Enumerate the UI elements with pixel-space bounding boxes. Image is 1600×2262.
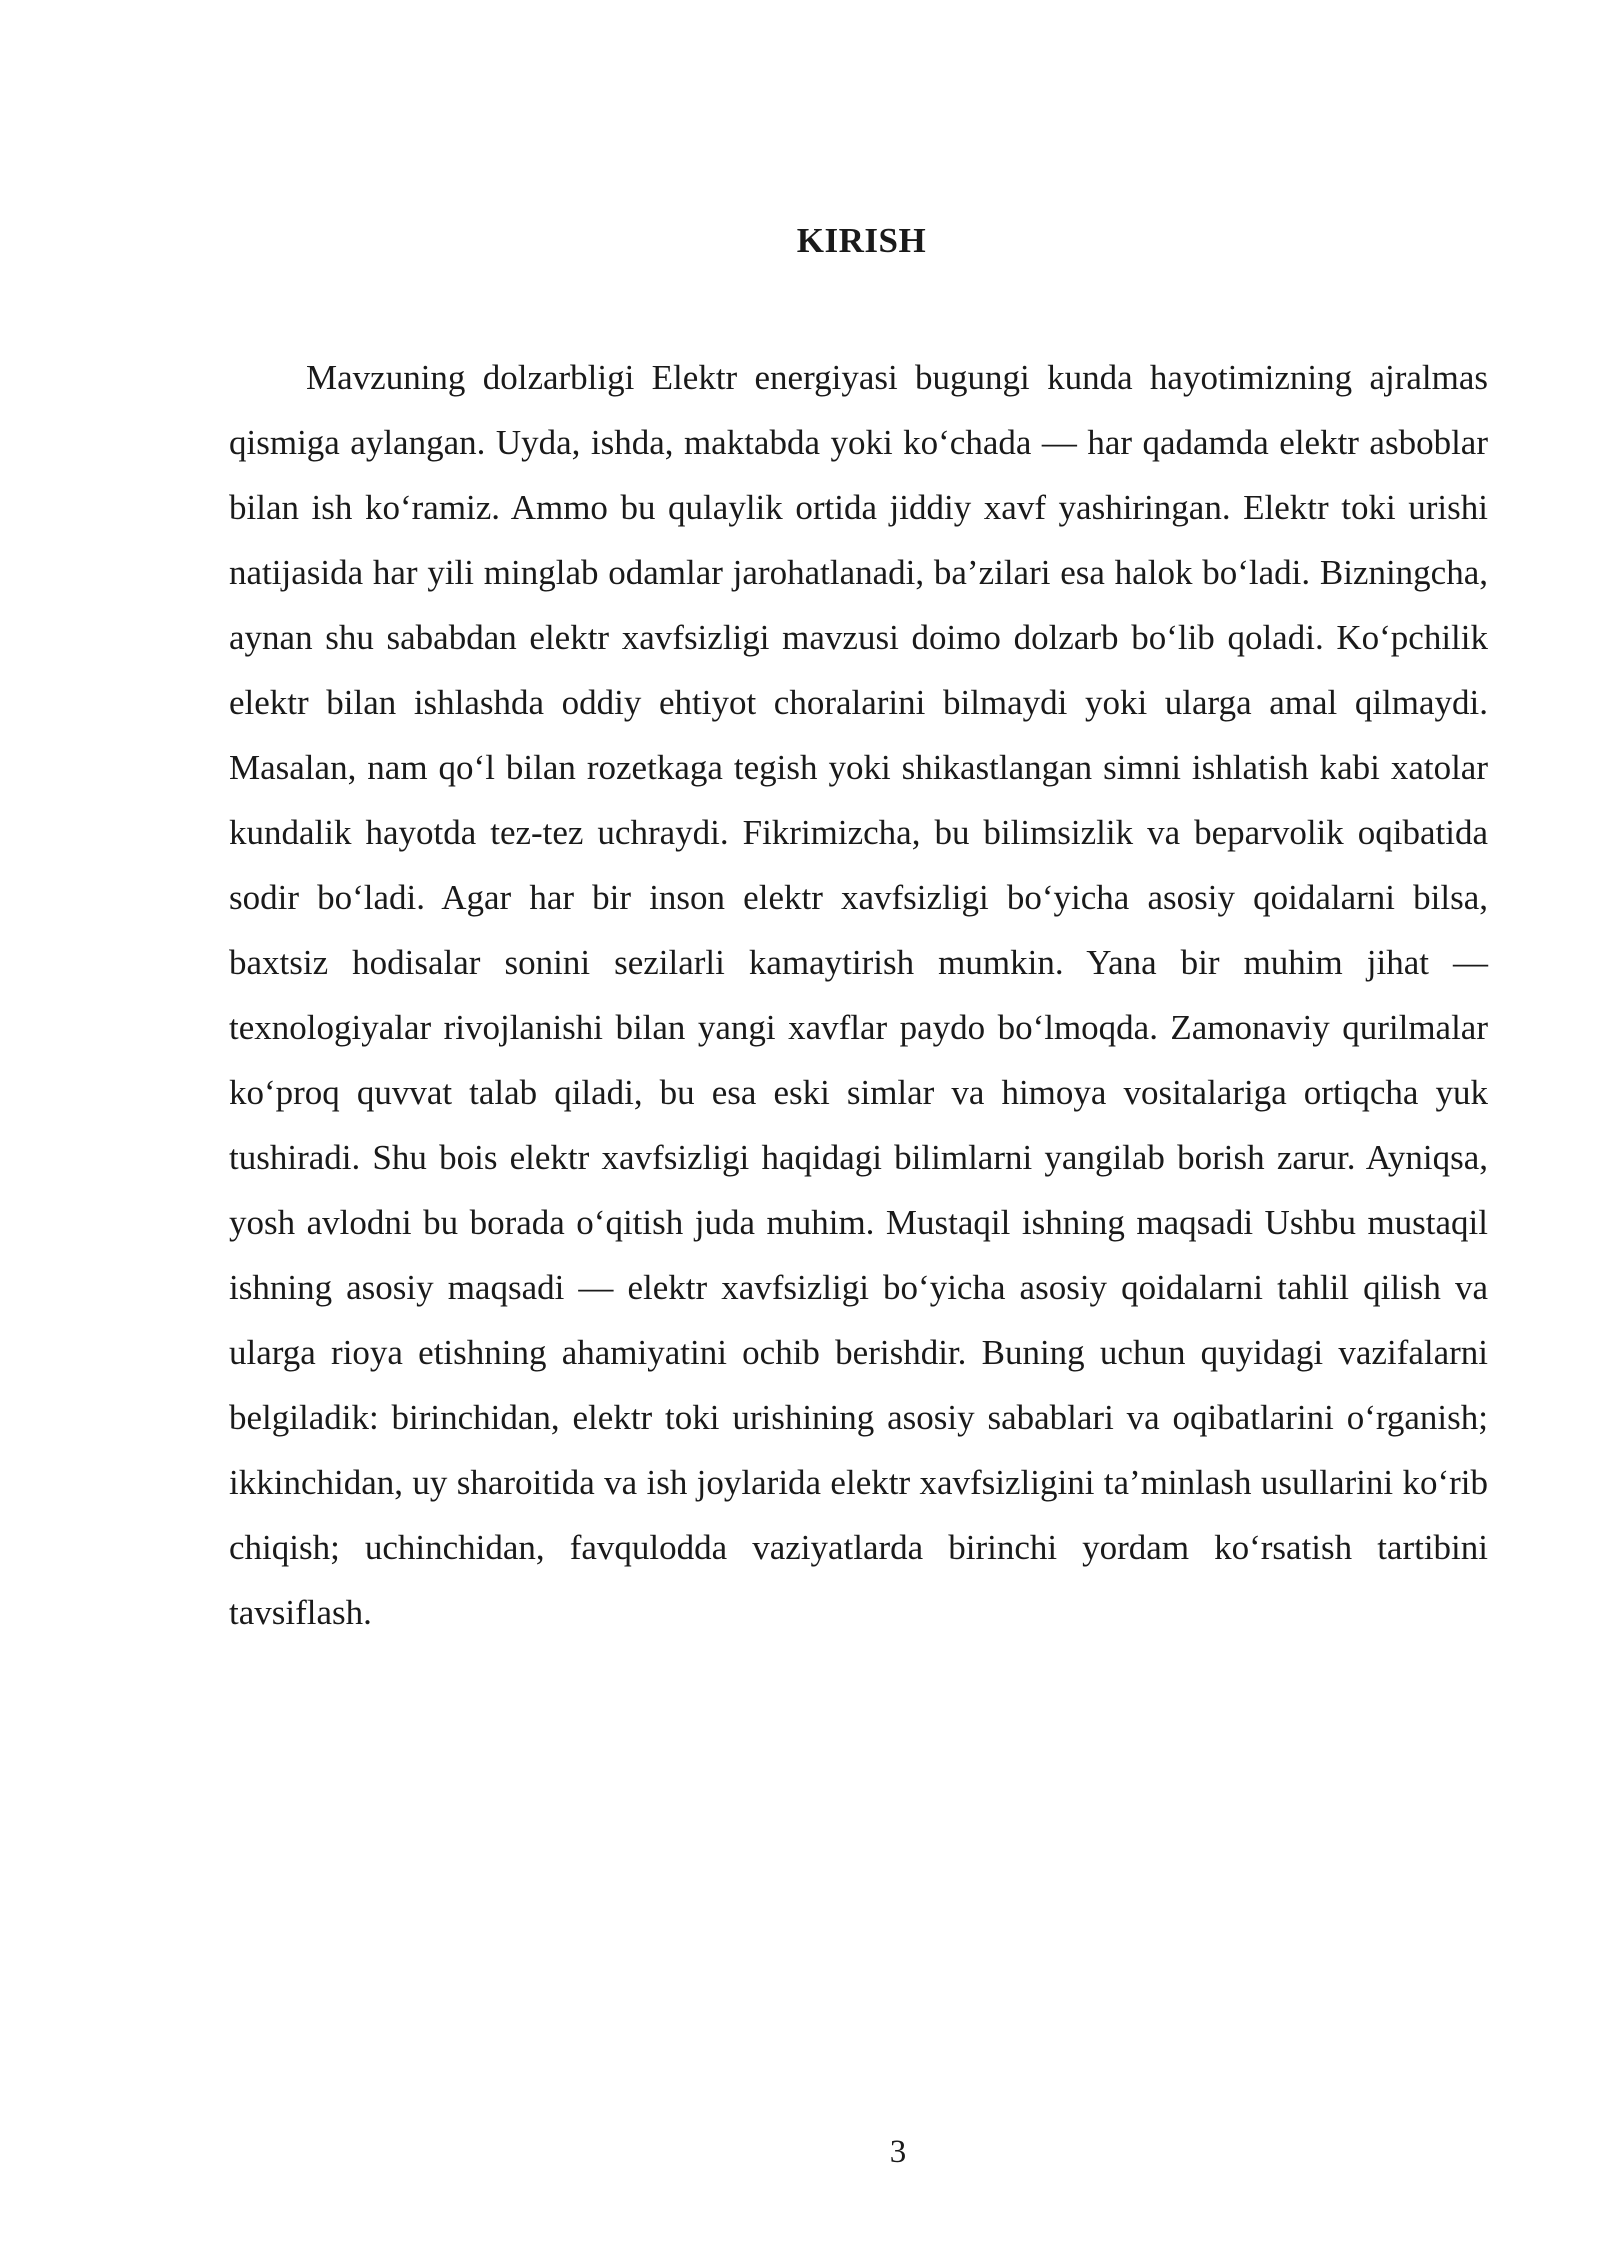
section-heading: KIRISH — [796, 221, 927, 260]
body-paragraph: Mavzuning dolzarbligi Elektr energiyasi bugungi kunda hayotimizning ajralmas qismiga aylangan. Uyda, ishda, maktabda yoki ko‘chada — har qadamda elektr asboblar bilan ish ko‘ramiz. Ammo bu qulaylik ortida jiddiy xavf yashiringan. Elektr toki urishi natijasida har yili minglab odamlar jarohatlanadi, ba’zilari esa halok bo‘ladi. Bizningcha, aynan shu sababdan elektr xavfsizligi mavzusi doimo dolzarb bo‘lib qoladi. Ko‘pchilik elektr bilan ishlashda oddiy ehtiyot choralarini bilmaydi yoki ularga amal qilmaydi. Masalan, nam qo‘l bilan rozetkaga tegish yoki shikastlangan simni ishlatish kabi xatolar kundalik hayotda tez-tez uchraydi. Fikrimizcha, bu bilimsizlik va beparvolik oqibatida sodir bo‘ladi. Agar har bir inson elektr xavfsizligi bo‘yicha asosiy qoidalarni bilsa, baxtsiz hodisalar sonini sezilarli kamaytirish mumkin. Yana bir muhim jihat — texnologiyalar rivojlanishi bilan yangi xavflar paydo bo‘lmoqda. Zamonaviy qurilmalar ko‘proq quvvat talab qiladi, bu esa eski simlar va himoya vositalariga ortiqcha yuk tushiradi. Shu bois elektr xavfsizligi haqidagi bilimlarni yangilab borish zarur. Ayniqsa, yosh avlodni bu borada o‘qitish juda muhim. Mustaqil ishning maqsadi Ushbu mustaqil ishning asosiy maqsadi — elektr xavfsizligi bo‘yicha asosiy qoidalarni tahlil qilish va ularga rioya etishning ahamiyatini ochib berishdir. Buning uchun quyidagi vazifalarni belgiladik: birinchidan, elektr toki urishining asosiy sabablari va oqibatlarini o‘rganish; ikkinchidan, uy sharoitida va ish joylarida elektr xavfsizligini ta’minlash usullarini ko‘rib chiqish; uchinchidan, favqulodda vaziyatlarda birinchi yordam ko‘rsatish tartibini tavsiflash. — [229, 358, 1488, 1632]
page-number: 3 — [889, 2134, 907, 2170]
